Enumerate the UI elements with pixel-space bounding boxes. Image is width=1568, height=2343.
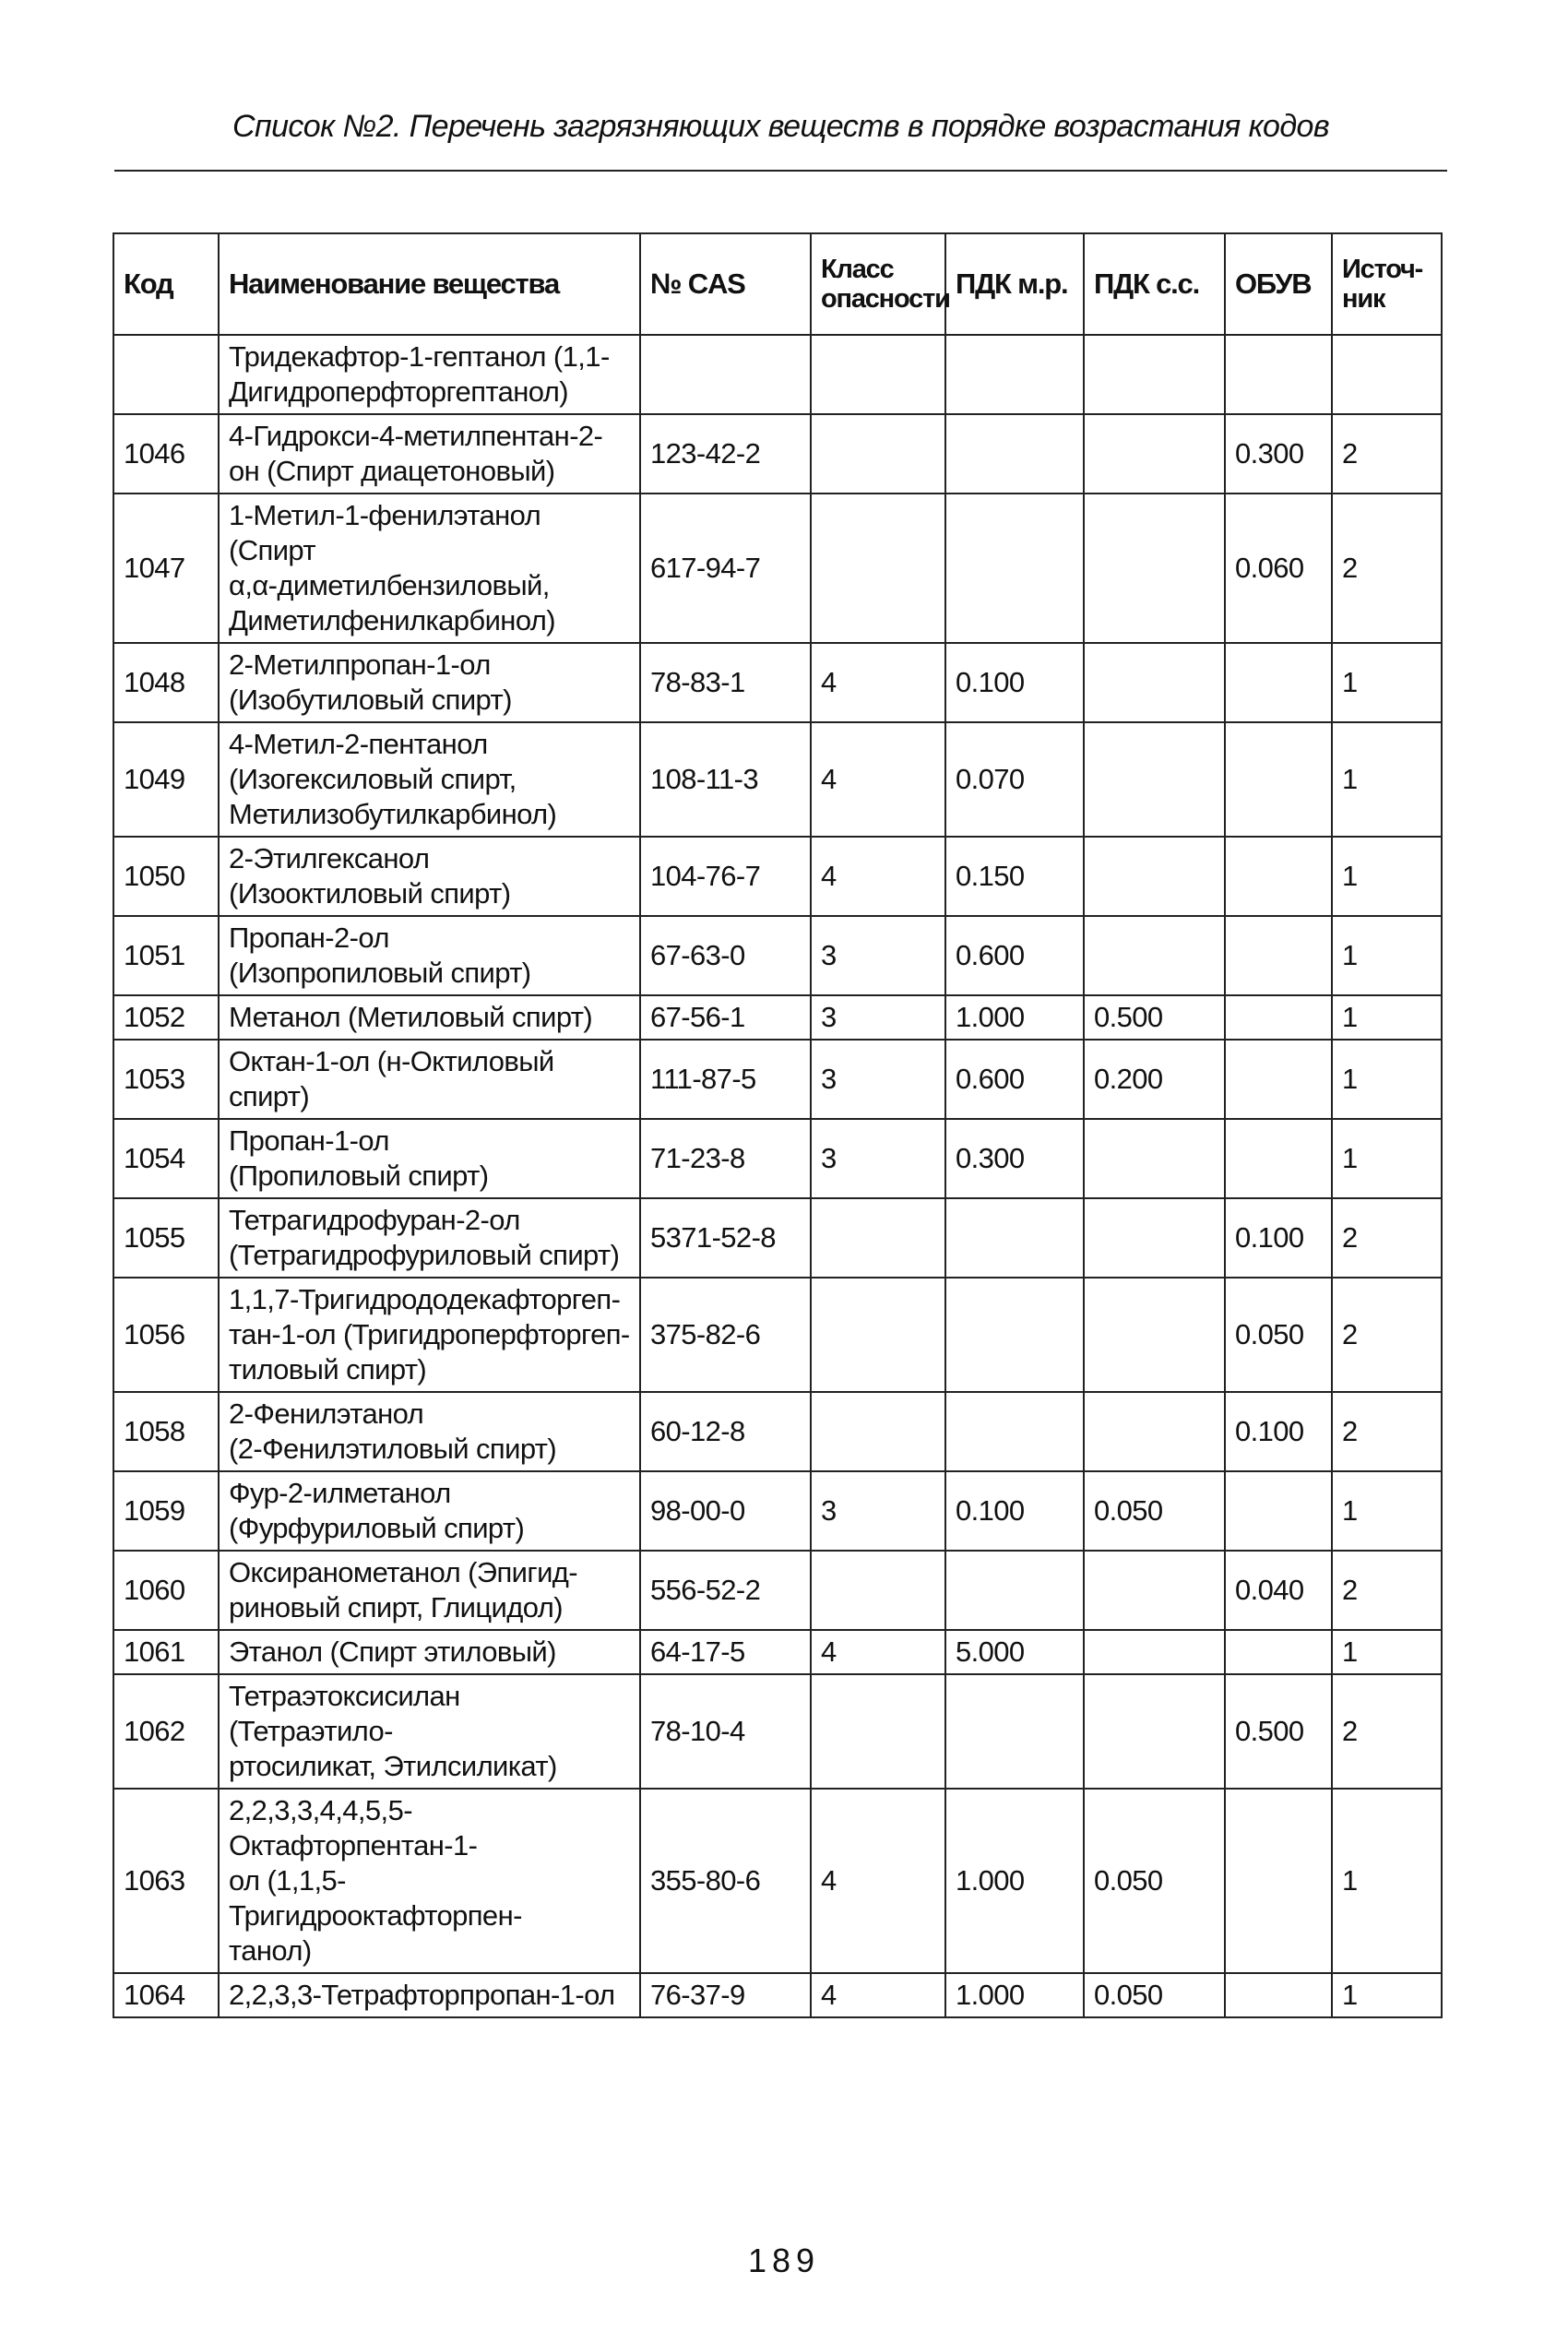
cell-name: 2,2,3,3-Тетрафторпропан-1-ол [219, 1973, 640, 2017]
cell-name: Пропан-2-ол (Изопропиловый спирт) [219, 916, 640, 995]
cell-name: 2-Этилгексанол (Изооктиловый спирт) [219, 837, 640, 916]
cell-obuv: 0.500 [1225, 1674, 1332, 1789]
cell-hazard-class: 4 [811, 643, 945, 722]
table-row [113, 916, 1442, 995]
cell-name: 4-Метил-2-пентанол (Изогексиловый спирт, Метилизобутилкарбинол) [219, 722, 640, 837]
cell-name: 1-Метил-1-фенилэтанол (Спирт α,α-диметилбензиловый, Диметилфенилкарбинол) [219, 494, 640, 643]
cell-pdk-mr [945, 1392, 1084, 1471]
cell-source: 2 [1332, 1278, 1442, 1392]
table-row [113, 1278, 1442, 1392]
cell-hazard-class [811, 1674, 945, 1789]
table-row [113, 722, 1442, 837]
cell-code: 1061 [113, 1630, 219, 1674]
cell-hazard-class: 3 [811, 1119, 945, 1198]
table-body [113, 335, 1442, 2017]
cell-obuv [1225, 643, 1332, 722]
cell-hazard-class [811, 414, 945, 494]
cell-name: Тетраэтоксисилан (Тетраэтило- ртосиликат, Этилсиликат) [219, 1674, 640, 1789]
cell-name: Пропан-1-ол (Пропиловый спирт) [219, 1119, 640, 1198]
cell-name: Тетрагидрофуран-2-ол (Тетрагидрофуриловый спирт) [219, 1198, 640, 1278]
cell-obuv [1225, 1789, 1332, 1973]
cell-source: 1 [1332, 1973, 1442, 2017]
cell-name: 2,2,3,3,4,4,5,5-Октафторпентан-1- ол (1,1,5-Тригидрооктафторпен- танол) [219, 1789, 640, 1973]
cell-pdk-ss [1084, 1392, 1225, 1471]
cell-pdk-ss: 0.050 [1084, 1789, 1225, 1973]
table-row [113, 643, 1442, 722]
cell-hazard-class [811, 1278, 945, 1392]
cell-obuv [1225, 1471, 1332, 1551]
cell-pdk-mr [945, 1198, 1084, 1278]
cell-code: 1058 [113, 1392, 219, 1471]
cell-pdk-ss: 0.050 [1084, 1973, 1225, 2017]
cell-code [113, 335, 219, 414]
cell-code: 1046 [113, 414, 219, 494]
column-header-cas: № CAS [640, 233, 811, 335]
cell-source: 1 [1332, 1630, 1442, 1674]
cell-code: 1051 [113, 916, 219, 995]
cell-pdk-mr: 0.150 [945, 837, 1084, 916]
cell-pdk-mr [945, 1674, 1084, 1789]
cell-hazard-class: 3 [811, 995, 945, 1040]
cell-name: 2-Фенилэтанол (2-Фенилэтиловый спирт) [219, 1392, 640, 1471]
column-header-pdk-ss: ПДК с.с. [1084, 233, 1225, 335]
cell-hazard-class: 3 [811, 1040, 945, 1119]
cell-cas: 76-37-9 [640, 1973, 811, 2017]
table-row [113, 414, 1442, 494]
cell-obuv: 0.300 [1225, 414, 1332, 494]
cell-pdk-mr [945, 335, 1084, 414]
cell-cas: 64-17-5 [640, 1630, 811, 1674]
cell-code: 1049 [113, 722, 219, 837]
cell-source: 1 [1332, 837, 1442, 916]
cell-cas: 5371-52-8 [640, 1198, 811, 1278]
cell-hazard-class [811, 335, 945, 414]
cell-code: 1052 [113, 995, 219, 1040]
cell-source: 1 [1332, 1789, 1442, 1973]
cell-hazard-class: 4 [811, 837, 945, 916]
cell-cas: 617-94-7 [640, 494, 811, 643]
cell-code: 1064 [113, 1973, 219, 2017]
column-header-hazard-class: Класс опасности [811, 233, 945, 335]
cell-source: 1 [1332, 722, 1442, 837]
table-row [113, 335, 1442, 414]
page-number: 189 [747, 2242, 821, 2279]
table-row [113, 1973, 1442, 2017]
column-header-pdk-mr: ПДК м.р. [945, 233, 1084, 335]
cell-hazard-class [811, 494, 945, 643]
cell-source: 2 [1332, 414, 1442, 494]
table-header-row [113, 233, 1442, 335]
cell-source: 2 [1332, 1674, 1442, 1789]
cell-cas: 104-76-7 [640, 837, 811, 916]
table-row [113, 1392, 1442, 1471]
cell-name: Оксиранометанол (Эпигид- риновый спирт, Глицидол) [219, 1551, 640, 1630]
cell-pdk-ss [1084, 1551, 1225, 1630]
cell-code: 1055 [113, 1198, 219, 1278]
cell-pdk-mr: 0.070 [945, 722, 1084, 837]
cell-pdk-ss [1084, 643, 1225, 722]
cell-hazard-class [811, 1551, 945, 1630]
cell-source: 1 [1332, 916, 1442, 995]
table-row [113, 1471, 1442, 1551]
cell-source [1332, 335, 1442, 414]
table-row [113, 494, 1442, 643]
cell-name: 1,1,7-Тригидрододекафторгеп- тан-1-ол (Тригидроперфторгеп- тиловый спирт) [219, 1278, 640, 1392]
table-row [113, 1674, 1442, 1789]
cell-cas: 67-63-0 [640, 916, 811, 995]
cell-pdk-ss [1084, 414, 1225, 494]
cell-source: 2 [1332, 494, 1442, 643]
cell-obuv: 0.060 [1225, 494, 1332, 643]
cell-name: 2-Метилпропан-1-ол (Изобутиловый спирт) [219, 643, 640, 722]
cell-cas: 355-80-6 [640, 1789, 811, 1973]
cell-cas: 60-12-8 [640, 1392, 811, 1471]
cell-pdk-ss [1084, 1630, 1225, 1674]
cell-source: 1 [1332, 1119, 1442, 1198]
cell-obuv [1225, 1119, 1332, 1198]
cell-hazard-class: 3 [811, 916, 945, 995]
cell-cas: 123-42-2 [640, 414, 811, 494]
cell-obuv [1225, 995, 1332, 1040]
cell-pdk-ss [1084, 1198, 1225, 1278]
table-row [113, 1630, 1442, 1674]
cell-code: 1056 [113, 1278, 219, 1392]
page-header: Список №2. Перечень загрязняющих веществ в порядке возрастания кодов [232, 109, 1329, 144]
cell-obuv [1225, 1630, 1332, 1674]
cell-obuv [1225, 722, 1332, 837]
cell-pdk-mr: 5.000 [945, 1630, 1084, 1674]
cell-name: Тридекафтор-1-гептанол (1,1- Дигидроперфторгептанол) [219, 335, 640, 414]
cell-pdk-mr [945, 1551, 1084, 1630]
cell-hazard-class: 4 [811, 1973, 945, 2017]
table-row [113, 1551, 1442, 1630]
cell-name: Фур-2-илметанол (Фурфуриловый спирт) [219, 1471, 640, 1551]
cell-code: 1063 [113, 1789, 219, 1973]
cell-pdk-ss [1084, 1674, 1225, 1789]
column-header-code: Код [113, 233, 219, 335]
cell-code: 1062 [113, 1674, 219, 1789]
cell-obuv [1225, 916, 1332, 995]
cell-cas: 111-87-5 [640, 1040, 811, 1119]
cell-pdk-mr: 0.600 [945, 1040, 1084, 1119]
table-row [113, 1198, 1442, 1278]
cell-pdk-mr: 0.100 [945, 643, 1084, 722]
table-row [113, 1789, 1442, 1973]
cell-name: Этанол (Спирт этиловый) [219, 1630, 640, 1674]
cell-code: 1047 [113, 494, 219, 643]
cell-pdk-mr: 0.300 [945, 1119, 1084, 1198]
cell-cas: 108-11-3 [640, 722, 811, 837]
cell-pdk-mr: 0.100 [945, 1471, 1084, 1551]
cell-pdk-ss: 0.200 [1084, 1040, 1225, 1119]
column-header-obuv: ОБУВ [1225, 233, 1332, 335]
table-row [113, 995, 1442, 1040]
cell-hazard-class: 4 [811, 722, 945, 837]
table-row [113, 1040, 1442, 1119]
cell-hazard-class: 4 [811, 1630, 945, 1674]
cell-source: 1 [1332, 1040, 1442, 1119]
cell-pdk-ss [1084, 335, 1225, 414]
cell-code: 1054 [113, 1119, 219, 1198]
cell-pdk-ss [1084, 1119, 1225, 1198]
header-divider [114, 170, 1447, 172]
cell-name: 4-Гидрокси-4-метилпентан-2- он (Спирт диацетоновый) [219, 414, 640, 494]
cell-source: 1 [1332, 995, 1442, 1040]
table-row [113, 1119, 1442, 1198]
cell-pdk-ss: 0.500 [1084, 995, 1225, 1040]
cell-cas: 67-56-1 [640, 995, 811, 1040]
cell-cas: 375-82-6 [640, 1278, 811, 1392]
cell-source: 2 [1332, 1551, 1442, 1630]
cell-source: 2 [1332, 1392, 1442, 1471]
cell-name: Октан-1-ол (н-Октиловый спирт) [219, 1040, 640, 1119]
cell-obuv [1225, 837, 1332, 916]
cell-code: 1053 [113, 1040, 219, 1119]
cell-source: 1 [1332, 643, 1442, 722]
cell-cas: 78-83-1 [640, 643, 811, 722]
cell-source: 2 [1332, 1198, 1442, 1278]
cell-pdk-mr: 1.000 [945, 1789, 1084, 1973]
cell-pdk-ss [1084, 837, 1225, 916]
pollutants-table [113, 232, 1443, 2018]
cell-code: 1050 [113, 837, 219, 916]
cell-cas: 98-00-0 [640, 1471, 811, 1551]
column-header-source: Источ- ник [1332, 233, 1442, 335]
cell-hazard-class: 4 [811, 1789, 945, 1973]
cell-code: 1060 [113, 1551, 219, 1630]
cell-pdk-mr [945, 494, 1084, 643]
cell-pdk-ss [1084, 916, 1225, 995]
cell-pdk-mr: 0.600 [945, 916, 1084, 995]
table-row [113, 837, 1442, 916]
cell-cas: 556-52-2 [640, 1551, 811, 1630]
cell-hazard-class: 3 [811, 1471, 945, 1551]
cell-pdk-ss [1084, 722, 1225, 837]
cell-hazard-class [811, 1392, 945, 1471]
cell-pdk-ss [1084, 494, 1225, 643]
cell-obuv: 0.040 [1225, 1551, 1332, 1630]
cell-pdk-mr: 1.000 [945, 995, 1084, 1040]
cell-obuv: 0.050 [1225, 1278, 1332, 1392]
cell-hazard-class [811, 1198, 945, 1278]
cell-obuv [1225, 335, 1332, 414]
cell-cas: 78-10-4 [640, 1674, 811, 1789]
cell-obuv: 0.100 [1225, 1392, 1332, 1471]
cell-code: 1048 [113, 643, 219, 722]
cell-source: 1 [1332, 1471, 1442, 1551]
cell-obuv [1225, 1973, 1332, 2017]
cell-pdk-mr [945, 1278, 1084, 1392]
cell-obuv: 0.100 [1225, 1198, 1332, 1278]
column-header-name: Наименование вещества [219, 233, 640, 335]
cell-cas: 71-23-8 [640, 1119, 811, 1198]
cell-name: Метанол (Метиловый спирт) [219, 995, 640, 1040]
cell-pdk-mr: 1.000 [945, 1973, 1084, 2017]
cell-obuv [1225, 1040, 1332, 1119]
cell-code: 1059 [113, 1471, 219, 1551]
cell-pdk-mr [945, 414, 1084, 494]
cell-cas [640, 335, 811, 414]
cell-pdk-ss [1084, 1278, 1225, 1392]
cell-pdk-ss: 0.050 [1084, 1471, 1225, 1551]
